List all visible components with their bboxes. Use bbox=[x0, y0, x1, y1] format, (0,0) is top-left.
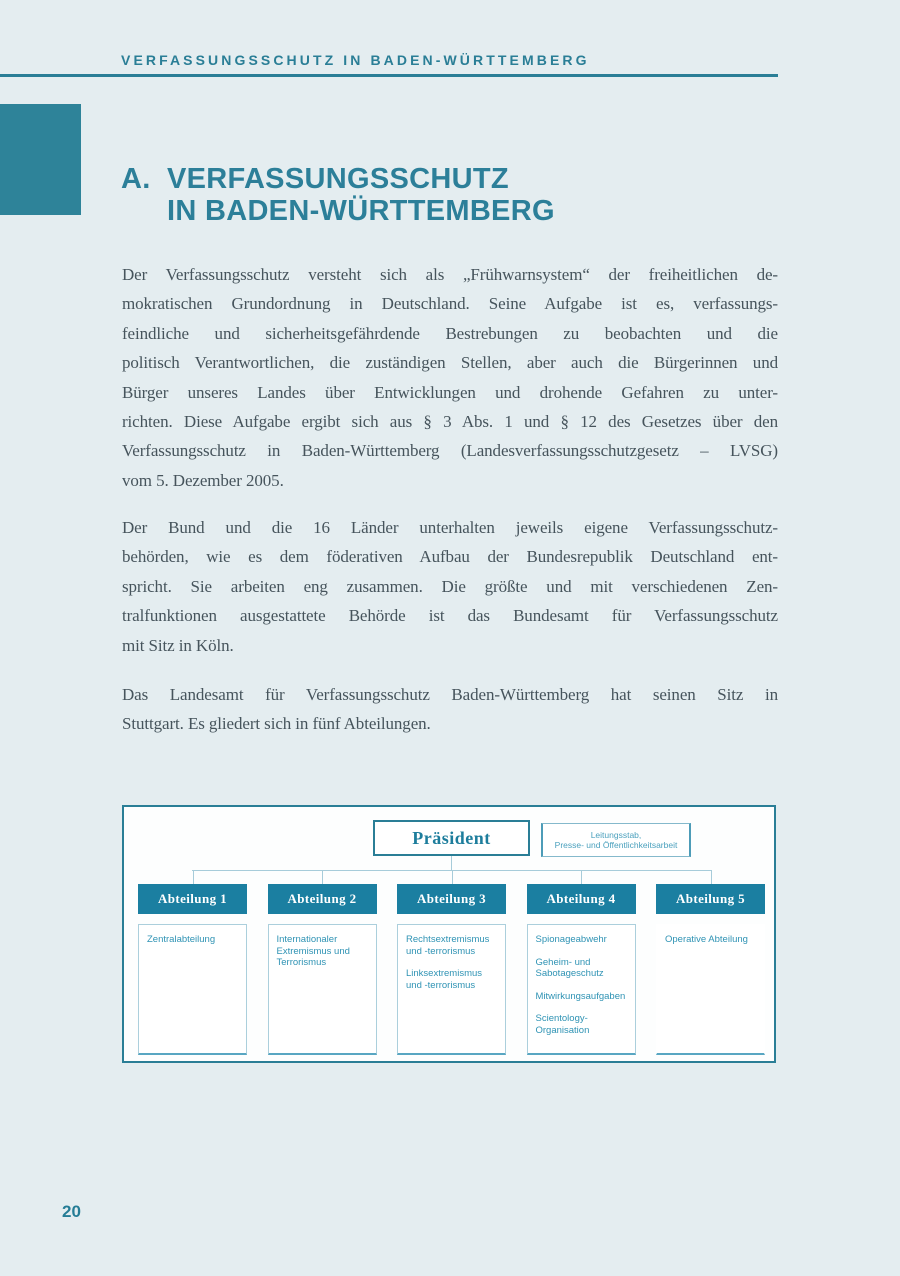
org-chart bbox=[122, 805, 776, 1063]
paragraph-line: feindliche und sicherheitsgefährdende Bestrebungen zu beobachten und die bbox=[122, 323, 778, 343]
paragraph-line: mokratischen Grundordnung in Deutschland. Seine Aufgabe ist es, verfassungs- bbox=[122, 294, 778, 314]
department-header: Abteilung 1 bbox=[138, 884, 247, 914]
paragraph-line: spricht. Sie arbeiten eng zusammen. Die größte und mit verschiedenen Zen- bbox=[122, 576, 778, 596]
department-items bbox=[527, 924, 636, 1055]
paragraph-line: tralfunktionen ausgestattete Behörde ist das Bundesamt für Verfassungsschutz bbox=[122, 606, 778, 626]
paragraph-line: Der Verfassungsschutz versteht sich als „Frühwarnsystem“ der freiheitlichen de- bbox=[122, 265, 778, 284]
connector-line bbox=[451, 856, 452, 870]
paragraph-line: behörden, wie es dem föderativen Aufbau der Bundesrepublik Deutschland ent- bbox=[122, 547, 778, 567]
connector-line bbox=[193, 870, 194, 885]
body-paragraph bbox=[122, 680, 778, 739]
connector-line bbox=[322, 870, 323, 885]
paragraph-line: Das Landesamt für Verfassungsschutz Baden-Württemberg hat seinen Sitz in bbox=[122, 685, 778, 704]
chapter-title-line2: IN BADEN-WÜRTTEMBERG bbox=[167, 195, 555, 227]
department-item: Internationaler Extremismus und Terrorismus bbox=[276, 934, 350, 968]
department-item: Linksextremismus und -terrorismus bbox=[406, 968, 483, 991]
chapter-title-line1: VERFASSUNGSSCHUTZ bbox=[167, 163, 509, 195]
department-items bbox=[397, 924, 506, 1055]
staff-label-line2: Presse- und Öffentlichkeitsarbeit bbox=[554, 840, 678, 850]
paragraph-line: Verfassungsschutz in Baden-Württemberg (Landesverfassungsschutzgesetz – LVSG) bbox=[122, 441, 778, 461]
connector-line bbox=[452, 870, 453, 885]
chapter-title bbox=[121, 163, 555, 227]
staff-label-line1: Leitungsstab, bbox=[590, 829, 642, 840]
department-item: Operative Abteilung bbox=[665, 934, 748, 945]
connector-line bbox=[711, 870, 712, 885]
department-item: Rechtsextremismus und -terrorismus bbox=[406, 934, 490, 957]
department-item: Mitwirkungsaufgaben bbox=[535, 990, 626, 1002]
president-label: Präsident bbox=[412, 827, 491, 848]
department-header: Abteilung 4 bbox=[527, 884, 636, 914]
department-items bbox=[656, 924, 765, 1055]
chapter-title-text bbox=[167, 163, 555, 227]
department-item: Zentralabteilung bbox=[147, 934, 216, 945]
paragraph-line: Stuttgart. Es gliedert sich in fünf Abteilungen. bbox=[122, 714, 431, 734]
department-item: Geheim- und Sabotageschutz bbox=[535, 956, 604, 979]
chapter-marker: A. bbox=[121, 163, 151, 195]
paragraph-line: mit Sitz in Köln. bbox=[122, 635, 234, 655]
department-items bbox=[268, 924, 377, 1055]
staff-box bbox=[541, 823, 691, 857]
paragraph-line: richten. Diese Aufgabe ergibt sich aus § 3 Abs. 1 und § 12 des Gesetzes über den bbox=[122, 412, 778, 432]
department-item: Spionageabwehr bbox=[535, 934, 607, 945]
department-header: Abteilung 3 bbox=[397, 884, 506, 914]
department-items bbox=[138, 924, 247, 1055]
department-header: Abteilung 5 bbox=[656, 884, 765, 914]
body-paragraph bbox=[122, 513, 778, 660]
department-item: Scientology-Organisation bbox=[535, 1013, 590, 1036]
header-rule bbox=[0, 74, 778, 77]
connector-line bbox=[581, 870, 582, 885]
department-header: Abteilung 2 bbox=[268, 884, 377, 914]
president-box bbox=[373, 820, 530, 856]
chapter-accent-block bbox=[0, 104, 81, 215]
body-paragraph bbox=[122, 260, 778, 495]
paragraph-line: politisch Verantwortlichen, die zuständigen Stellen, aber auch die Bürgerinnen und bbox=[122, 353, 778, 373]
page-number: 20 bbox=[62, 1202, 81, 1221]
running-header: VERFASSUNGSSCHUTZ IN BADEN-WÜRTTEMBERG bbox=[121, 52, 590, 68]
paragraph-line: vom 5. Dezember 2005. bbox=[122, 470, 284, 490]
paragraph-line: Der Bund und die 16 Länder unterhalten jeweils eigene Verfassungsschutz- bbox=[122, 518, 778, 537]
paragraph-line: Bürger unseres Landes über Entwicklungen und drohende Gefahren zu unter- bbox=[122, 382, 778, 402]
